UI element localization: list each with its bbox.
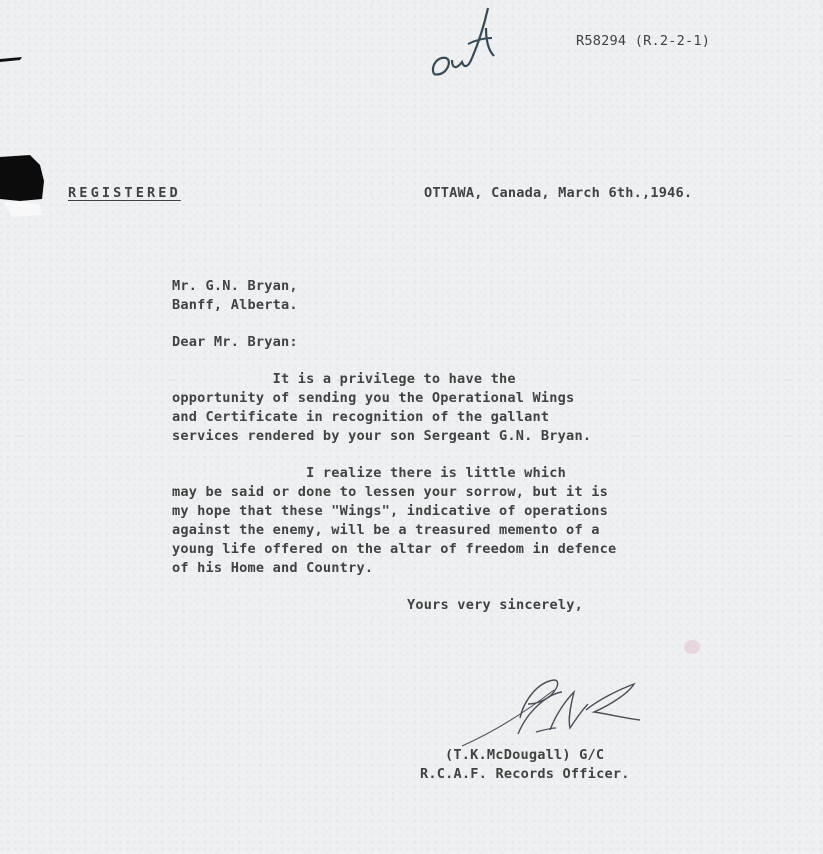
reference-number: R58294 (R.2-2-1) (576, 33, 711, 49)
paragraph-2-line: young life offered on the altar of freedom in defence (172, 541, 617, 557)
paragraph-1-line: opportunity of sending you the Operational Wings (172, 390, 575, 406)
paragraph-2-line: may be said or done to lessen your sorrow, but it is (172, 484, 608, 500)
dateline: OTTAWA, Canada, March 6th.,1946. (424, 185, 693, 201)
paragraph-1-line: and Certificate in recognition of the gallant (172, 409, 550, 425)
signatory-title: R.C.A.F. Records Officer. (420, 766, 630, 782)
paragraph-2-line: of his Home and Country. (172, 560, 374, 576)
registered-label: REGISTERED (68, 185, 181, 201)
salutation: Dear Mr. Bryan: (172, 334, 298, 350)
handwritten-signature (458, 670, 648, 748)
closing: Yours very sincerely, (407, 597, 584, 613)
signatory-name: (T.K.McDougall) G/C (445, 747, 605, 763)
paragraph-1-line: services rendered by your son Sergeant G.N. Bryan. (172, 428, 592, 444)
handwritten-out-mark (428, 4, 520, 82)
paragraph-2-line: my hope that these "Wings", indicative of operations (172, 503, 608, 519)
edge-ink-mark (0, 56, 22, 63)
addressee-location: Banff, Alberta. (172, 297, 298, 313)
paragraph-2-line: against the enemy, will be a treasured memento of a (172, 522, 600, 538)
paragraph-1-line: It is a privilege to have the (172, 371, 516, 387)
addressee-name: Mr. G.N. Bryan, (172, 278, 298, 294)
paper-stain (684, 640, 700, 654)
punched-hole-mark (0, 155, 46, 217)
paragraph-2-line: I realize there is little which (172, 465, 567, 481)
